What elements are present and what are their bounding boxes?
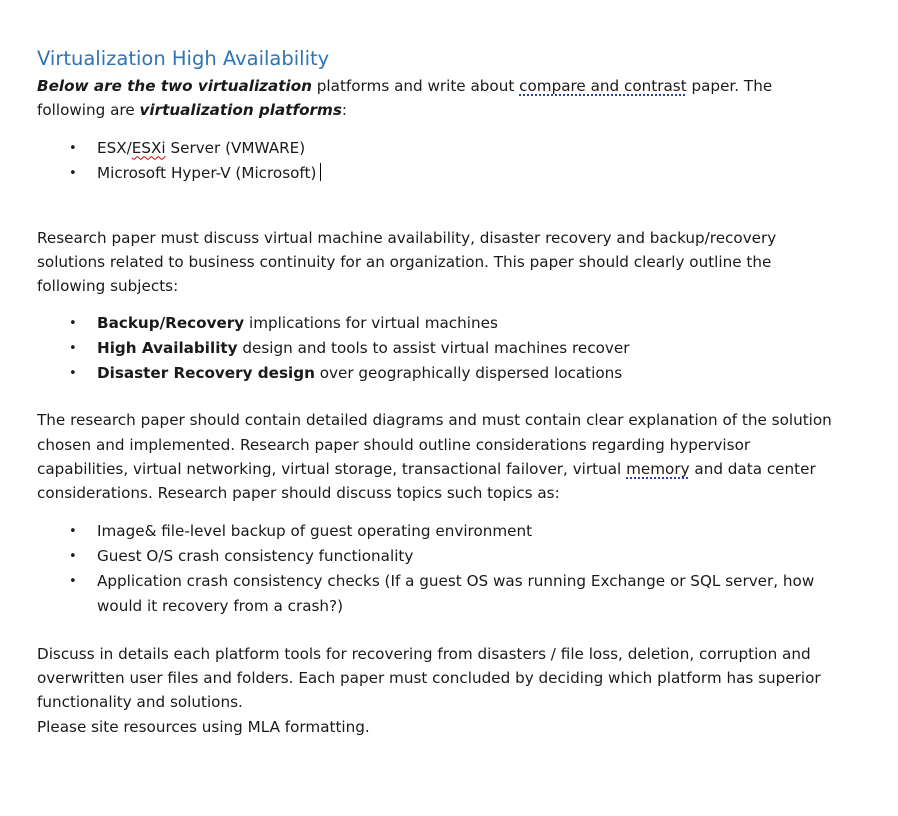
intro-text-2: paper. The following are xyxy=(37,77,773,120)
subject-rest: implications for virtual machines xyxy=(244,314,498,333)
para3-before: The research paper should contain detailed diagrams and must contain clear explanation of the solution chosen and implemented. Research paper should outline considerations regarding hypervisor capabilities, virtual networking, virtual storage, transactional failover, virtual xyxy=(37,411,832,479)
list-item xyxy=(37,161,837,186)
text-cursor xyxy=(320,163,321,181)
list-item xyxy=(37,361,837,386)
intro-bold-italic-2: virtualization platforms xyxy=(139,101,342,120)
document-title: Virtualization High Availability xyxy=(37,47,330,70)
topic-text: Guest O/S crash consistency functionality xyxy=(97,546,414,565)
list-item xyxy=(37,519,837,544)
bullet-icon: • xyxy=(69,523,77,539)
topics-list xyxy=(37,519,837,619)
bullet-icon: • xyxy=(69,366,77,382)
topic-text: Application crash consistency checks (If a guest OS was running Exchange or SQL server, how would it recovery from a crash?) xyxy=(97,571,815,615)
bullet-icon: • xyxy=(69,165,77,181)
list-item xyxy=(37,311,837,336)
bullet-icon: • xyxy=(69,341,77,357)
topic-text: Image& file-level backup of guest operating environment xyxy=(97,521,533,540)
bullet-icon: • xyxy=(69,316,77,332)
document-page[interactable] xyxy=(37,44,837,739)
subject-rest: over geographically dispersed locations xyxy=(314,364,623,383)
subjects-list xyxy=(37,311,837,386)
platform-1-post: Server (VMWARE) xyxy=(165,138,306,157)
platform-list xyxy=(37,136,837,186)
list-item xyxy=(37,136,837,161)
bullet-icon: • xyxy=(69,140,77,156)
subject-bold: Backup/Recovery xyxy=(97,314,245,333)
para3-after: and data center considerations. Research paper should discuss topics such topics as: xyxy=(37,460,816,503)
grammar-underlined-phrase[interactable]: compare and contrast xyxy=(519,77,687,95)
discuss-paragraph: Discuss in details each platform tools for recovering from disasters / file loss, deletion, corruption and overwritten user files and folders. Each paper must concluded by deciding which platform has superior functionality and solutions. xyxy=(37,644,821,712)
subject-bold: High Availability xyxy=(97,339,238,358)
subject-bold: Disaster Recovery design xyxy=(97,364,315,383)
intro-text-3: : xyxy=(341,101,348,120)
list-item xyxy=(37,336,837,361)
intro-paragraph xyxy=(37,74,837,123)
grammar-underlined-word[interactable]: memory xyxy=(626,460,690,479)
bullet-icon: • xyxy=(69,573,77,589)
research-paragraph: Research paper must discuss virtual machine availability, disaster recovery and backup/recovery solutions related to business continuity for an organization. This paper should clearly outline the following subjects: xyxy=(37,228,777,296)
platform-1-pre: ESX/ xyxy=(97,138,132,157)
platform-2-text: Microsoft Hyper-V (Microsoft) xyxy=(97,163,317,182)
mla-paragraph: Please site resources using MLA formatting. xyxy=(37,717,370,736)
list-item xyxy=(37,544,837,569)
list-item xyxy=(37,569,837,619)
misspelled-word[interactable]: ESXi xyxy=(131,138,166,157)
diagrams-paragraph xyxy=(37,408,837,505)
subject-rest: design and tools to assist virtual machines recover xyxy=(237,339,630,358)
intro-bold-italic-1: Below are the two virtualization xyxy=(37,77,312,95)
intro-text-1: platforms and write about xyxy=(311,77,520,95)
bullet-icon: • xyxy=(69,548,77,564)
